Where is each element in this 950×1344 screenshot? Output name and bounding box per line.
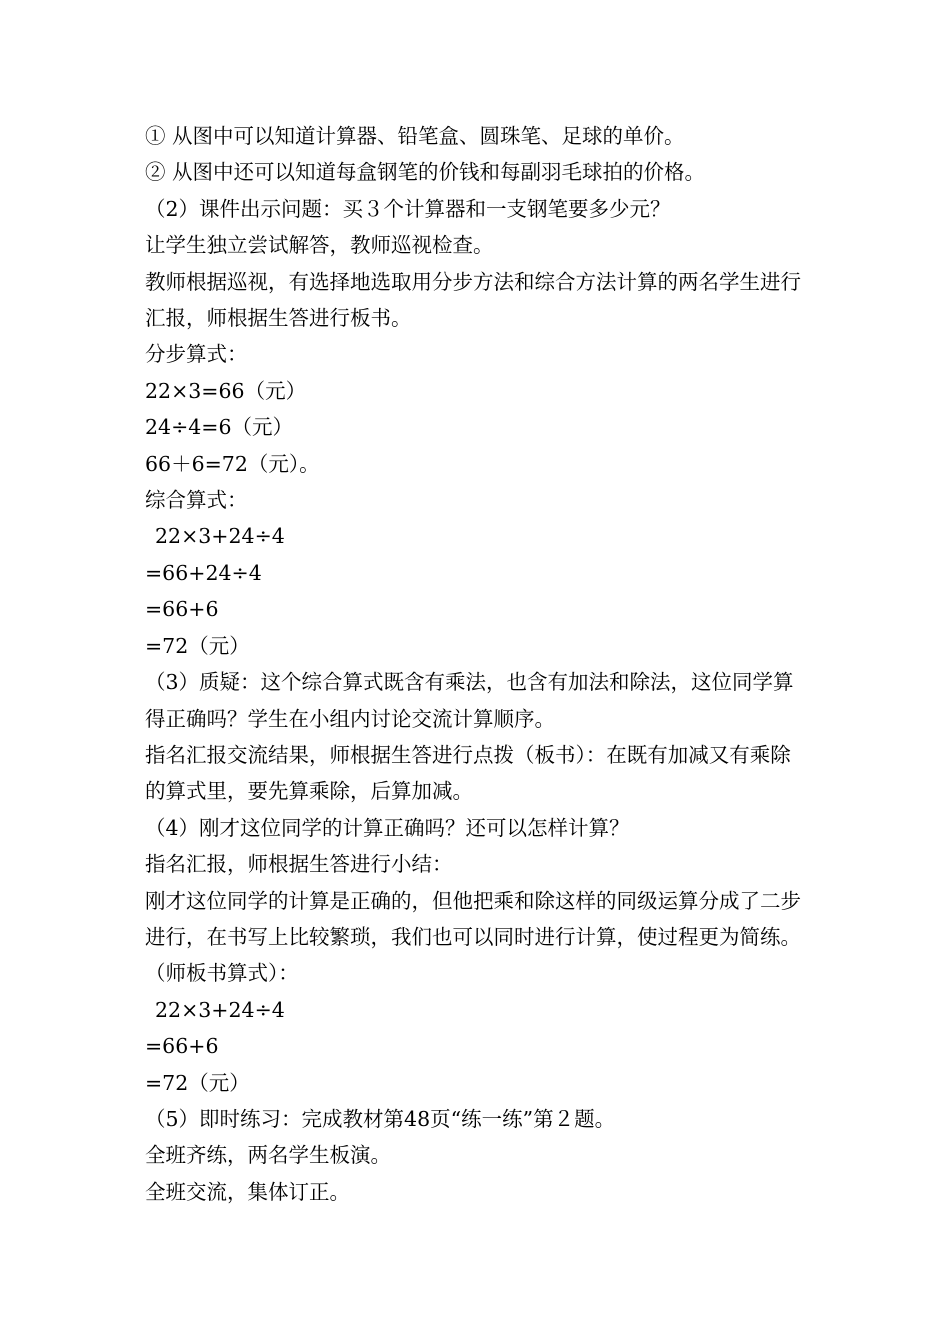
equation-combined-3: =66+6 [145,597,219,622]
heading-step-by-step: 分步算式： [145,342,248,367]
equation-combined-4: =72（元） [145,633,250,658]
document-body [145,118,810,1210]
equation-combined-1: 22×3+24÷4 [155,524,285,549]
paragraph-class-correction: 全班交流，集体订正。 [145,1179,350,1204]
paragraph-student-attempt: 让学生独立尝试解答，教师巡视检查。 [145,233,494,258]
paragraph-summary-intro: 指名汇报，师根据生答进行小结： [145,852,453,877]
equation-simplified-3: =72（元） [145,1070,250,1095]
equation-combined-2: =66+24÷4 [145,560,262,585]
paragraph-teacher-selection: 教师根据巡视，有选择地选取用分步方法和综合方法计算的两名学生进行汇报，师根据生答进行板书。 [145,269,801,331]
heading-combined: 综合算式： [145,488,248,513]
paragraph-step-4-question: （4）刚才这位同学的计算正确吗？还可以怎样计算？ [145,815,630,840]
paragraph-report-rule: 指名汇报交流结果，师根据生答进行点拨（板书）：在既有加减又有乘除的算式里，要先算乘除，后算加减。 [145,742,791,804]
paragraph-summary: 刚才这位同学的计算是正确的，但他把乘和除这样的同级运算分成了二步进行，在书写上比较繁琐，我们也可以同时进行计算，使过程更为简练。（师板书算式）： [145,888,801,986]
equation-simplified-2: =66+6 [145,1034,219,1059]
paragraph-observation-2: ② 从图中还可以知道每盒钢笔的价钱和每副羽毛球拍的价格。 [145,160,706,185]
equation-step-2: 24÷4=6（元） [145,415,294,440]
equation-step-3: 66＋6=72（元）。 [145,451,320,476]
paragraph-class-practice: 全班齐练，两名学生板演。 [145,1143,391,1168]
equation-simplified-1: 22×3+24÷4 [155,997,285,1022]
paragraph-step-3-question: （3）质疑：这个综合算式既含有乘法，也含有加法和除法，这位同学算得正确吗？学生在小组内讨论交流计算顺序。 [145,670,794,731]
paragraph-observation-1: ① 从图中可以知道计算器、铅笔盒、圆珠笔、足球的单价。 [145,124,685,148]
paragraph-step-2-question: （2）课件出示问题：买３个计算器和一支钢笔要多少元？ [145,196,671,221]
paragraph-step-5-practice: （5）即时练习：完成教材第48页“练一练”第２题。 [145,1106,616,1131]
equation-step-1: 22×3=66（元） [145,378,307,403]
